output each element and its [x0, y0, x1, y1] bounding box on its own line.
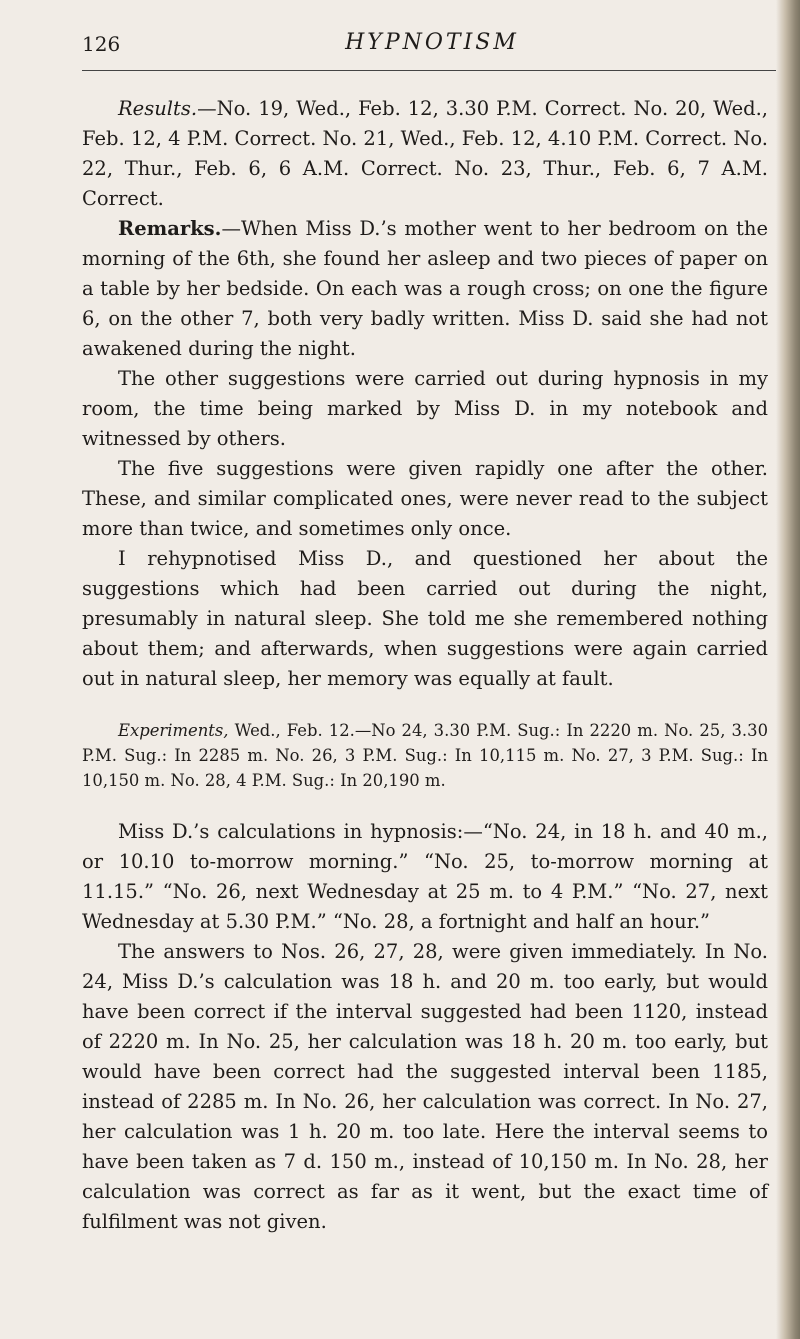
results-paragraph — [82, 94, 768, 214]
remarks-paragraph — [82, 214, 768, 364]
results-lead: Results. — [118, 97, 198, 120]
remarks-lead: Remarks. — [118, 217, 222, 240]
experiments-paragraph — [82, 718, 768, 793]
header-rule — [82, 70, 782, 71]
page-body — [82, 94, 768, 1237]
running-title: HYPNOTISM — [345, 30, 519, 55]
results-text: —No. 19, Wed., Feb. 12, 3.30 P.M. Correct. No. 20, Wed., Feb. 12, 4 P.M. Correct. No. 21, Wed., Feb. 12, 4.10 P.M. Correct. No. 22, Thur., Feb. 6, 6 A.M. Correct. No. 23, Thur., Feb. 6, 7 A.M. Correct. — [82, 97, 768, 210]
paragraph-suggestions-in-room: The other suggestions were carried out during hypnosis in my room, the time being marked by Miss D. in my notebook and witnessed by others. — [82, 367, 768, 450]
experiments-lead: Experiments, — [118, 721, 229, 740]
page-edge-shadow — [776, 0, 800, 1339]
experiments-text: Wed., Feb. 12.—No 24, 3.30 P.M. Sug.: In 2220 m. No. 25, 3.30 P.M. Sug.: In 2285 m. No. 26, 3 P.M. Sug.: In 10,115 m. No. 27, 3 P.M. Sug.: In 10,150 m. No. 28, 4 P.M. Sug.: In 20,190 m. — [82, 721, 768, 790]
paragraph-five-suggestions: The five suggestions were given rapidly one after the other. These, and similar complicated ones, were never read to the subject more than twice, and sometimes only once. — [82, 457, 768, 540]
calculations-paragraph: Miss D.’s calculations in hypnosis:—“No. 24, in 18 h. and 40 m., or 10.10 to-morrow morning.” “No. 25, to-morrow morning at 11.15.” “No. 26, next Wednesday at 25 m. to 4 P.M.” “No. 27, next Wednesday at 5.30 P.M.” “No. 28, a fortnight and half an hour.” — [82, 820, 768, 933]
page-header — [82, 32, 782, 72]
answers-paragraph: The answers to Nos. 26, 27, 28, were given immediately. In No. 24, Miss D.’s calculation was 18 h. and 20 m. too early, but would have been correct if the interval suggested had been 1120, instead of 2220 m. In No. 25, her calculation was 18 h. 20 m. too early, but would have been correct had the suggested interval been 1185, instead of 2285 m. In No. 26, her calculation was correct. In No. 27, her calculation was 1 h. 20 m. too late. Here the interval seems to have been taken as 7 d. 150 m., instead of 10,150 m. In No. 28, her calculation was correct as far as it went, but the exact time of fulfilment was not given. — [82, 940, 768, 1233]
page-number: 126 — [82, 32, 121, 56]
remarks-text: —When Miss D.’s mother went to her bedroom on the morning of the 6th, she found her asleep and two pieces of paper on a table by her bedside. On each was a rough cross; on one the figure 6, on the other 7, both very badly written. Miss D. said she had not awakened during the night. — [82, 217, 768, 360]
paragraph-rehypnotised: I rehypnotised Miss D., and questioned her about the suggestions which had been carried out during the night, presumably in natural sleep. She told me she remembered nothing about them; and afterwards, when suggestions were again carried out in natural sleep, her memory was equally at fault. — [82, 547, 768, 690]
